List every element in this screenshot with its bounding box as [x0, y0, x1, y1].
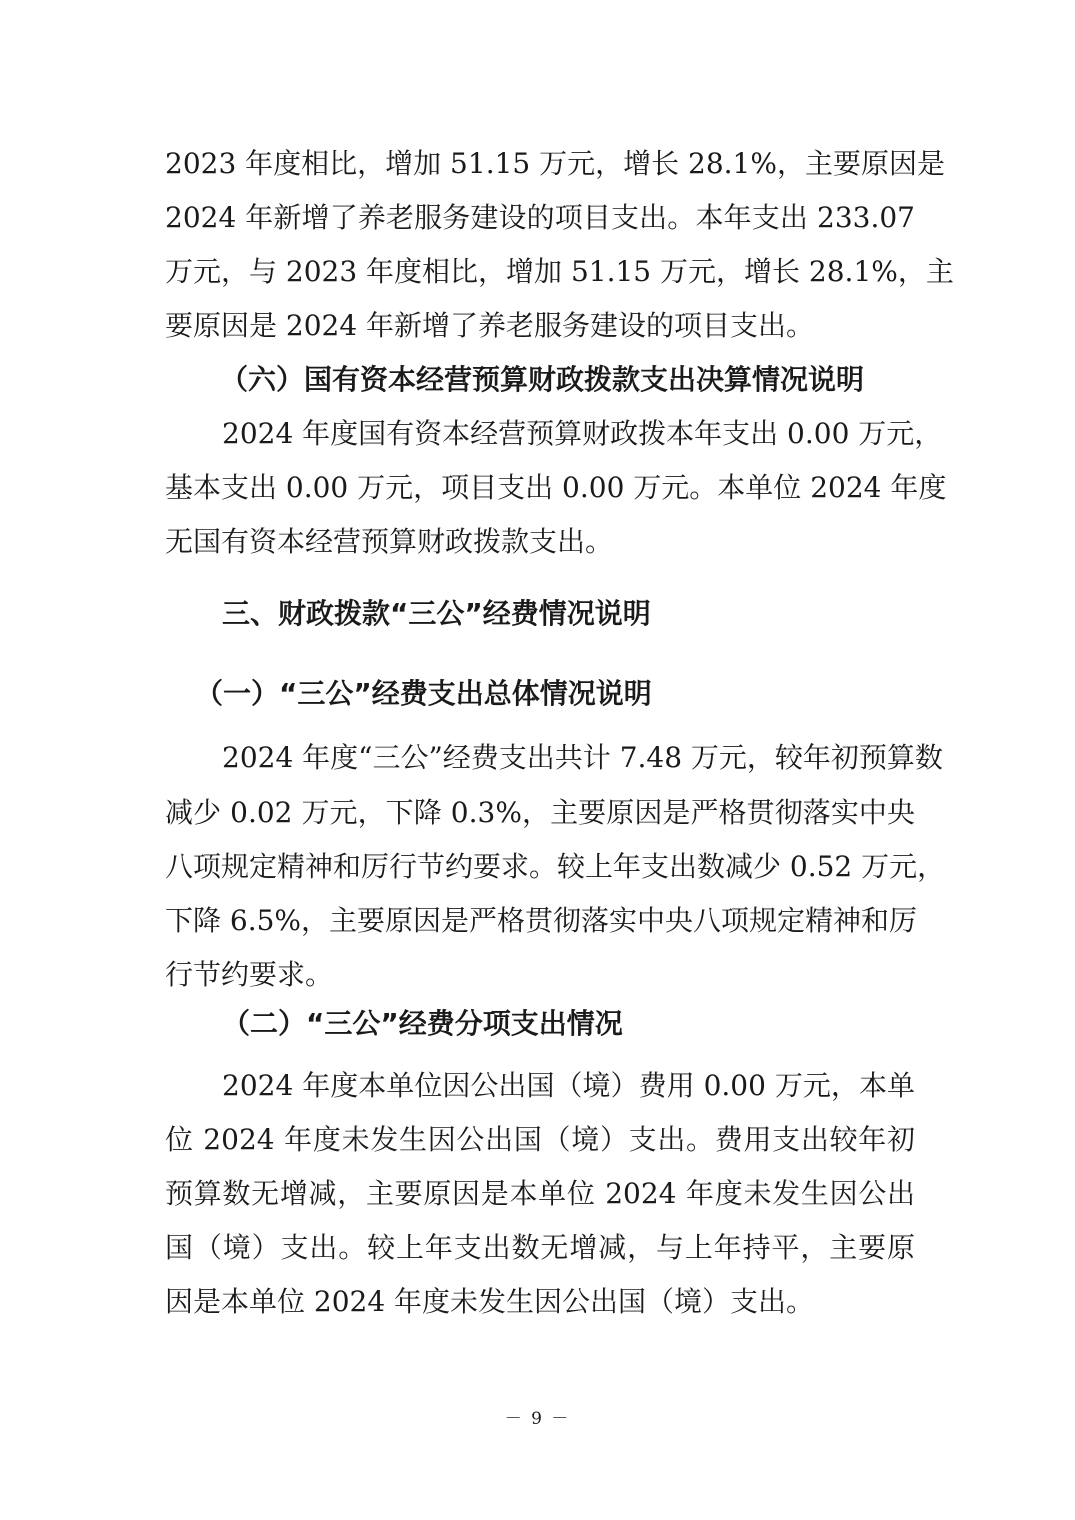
sub-heading-2: （二）“三公”经费分项支出情况 [222, 1007, 623, 1040]
paragraph-line: 万元，与 2023 年度相比，增加 51.15 万元，增长 28.1%，主 [165, 255, 954, 288]
section-heading-6: （六）国有资本经营预算财政拨款支出决算情况说明 [220, 363, 865, 396]
paragraph-line: 无国有资本经营预算财政拨款支出。 [165, 525, 614, 558]
paragraph-line: 要原因是 2024 年新增了养老服务建设的项目支出。 [165, 309, 815, 342]
paragraph-line: 八项规定精神和厉行节约要求。较上年支出数减少 0.52 万元， [165, 850, 946, 883]
sub-heading-1: （一）“三公”经费支出总体情况说明 [195, 677, 652, 710]
paragraph-line: 2024 年度国有资本经营预算财政拨本年支出 0.00 万元， [222, 417, 943, 450]
section-heading-3: 三、财政拨款“三公”经费情况说明 [222, 597, 651, 630]
paragraph-line: 行节约要求。 [165, 958, 334, 991]
paragraph-line: 预算数无增减，主要原因是本单位 2024 年度未发生因公出 [165, 1177, 915, 1210]
paragraph-line: 2024 年新增了养老服务建设的项目支出。本年支出 233.07 [165, 201, 915, 234]
paragraph-line: 国（境）支出。较上年支出数无增减，与上年持平，主要原 [165, 1231, 915, 1264]
paragraph-line: 2024 年度本单位因公出国（境）费用 0.00 万元，本单 [222, 1069, 915, 1102]
paragraph-line: 减少 0.02 万元，下降 0.3%，主要原因是严格贯彻落实中央 [165, 796, 915, 829]
paragraph-line: 因是本单位 2024 年度未发生因公出国（境）支出。 [165, 1285, 815, 1318]
paragraph-line: 2024 年度“三公”经费支出共计 7.48 万元，较年初预算数 [222, 741, 943, 774]
paragraph-line: 下降 6.5%，主要原因是严格贯彻落实中央八项规定精神和厉 [165, 904, 918, 937]
paragraph-line: 基本支出 0.00 万元，项目支出 0.00 万元。本单位 2024 年度 [165, 471, 947, 504]
page-number: － 9 － [504, 1409, 571, 1429]
paragraph-line: 2023 年度相比，增加 51.15 万元，增长 28.1%，主要原因是 [165, 147, 945, 180]
paragraph-line: 位 2024 年度未发生因公出国（境）支出。费用支出较年初 [165, 1123, 915, 1156]
